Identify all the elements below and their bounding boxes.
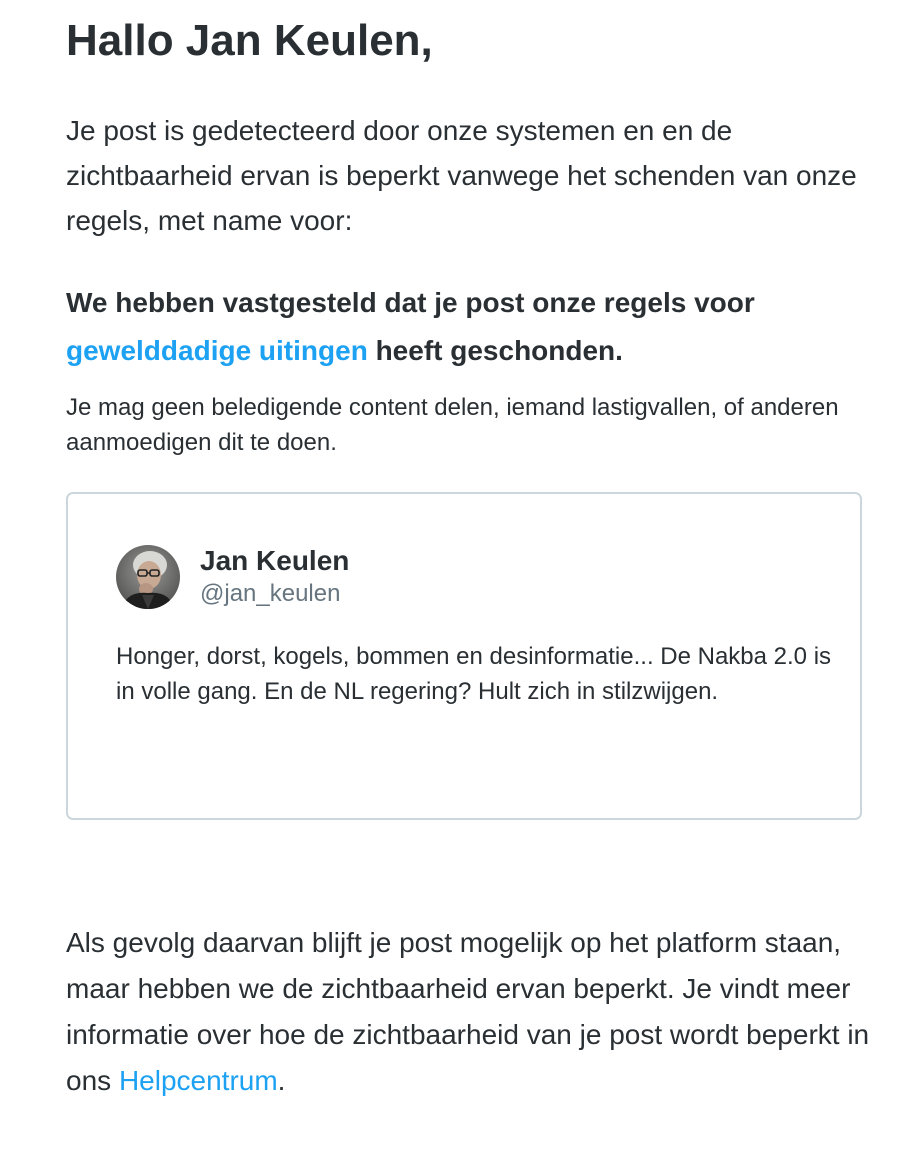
avatar bbox=[116, 545, 180, 609]
consequence-paragraph bbox=[66, 920, 876, 1104]
greeting-heading: Hallo Jan Keulen, bbox=[66, 16, 433, 65]
consequence-suffix: . bbox=[277, 1065, 286, 1096]
tweet-text: Honger, dorst, kogels, bommen en desinformatie... De Nakba 2.0 is in volle gang. En de NL regering? Hult zich in stilzwijgen. bbox=[116, 643, 832, 705]
help-center-link[interactable]: Helpcentrum bbox=[118, 1065, 278, 1096]
tweet-author-name: Jan Keulen bbox=[200, 545, 350, 576]
violation-suffix: heeft geschonden. bbox=[375, 335, 623, 366]
avatar-image bbox=[116, 545, 180, 609]
intro-paragraph: Je post is gedetecteerd door onze systemen en en de zichtbaarheid ervan is beperkt vanwege het schenden van onze regels, met name voor: bbox=[66, 115, 857, 236]
tweet-card bbox=[66, 492, 862, 820]
violation-statement bbox=[66, 279, 876, 375]
violent-speech-link[interactable]: gewelddadige uitingen bbox=[66, 335, 368, 366]
tweet-author-handle: @jan_keulen bbox=[200, 580, 341, 607]
consequence-text: Als gevolg daarvan blijft je post mogelijk op het platform staan, maar hebben we de zichtbaarheid ervan beperkt. Je vindt meer informatie over hoe de zichtbaarheid van je post wordt beperkt in ons bbox=[66, 927, 870, 1096]
rule-description: Je mag geen beledigende content delen, iemand lastigvallen, of anderen aanmoedigen dit te doen. bbox=[66, 394, 839, 456]
violation-prefix: We hebben vastgesteld dat je post onze regels voor bbox=[66, 287, 755, 318]
